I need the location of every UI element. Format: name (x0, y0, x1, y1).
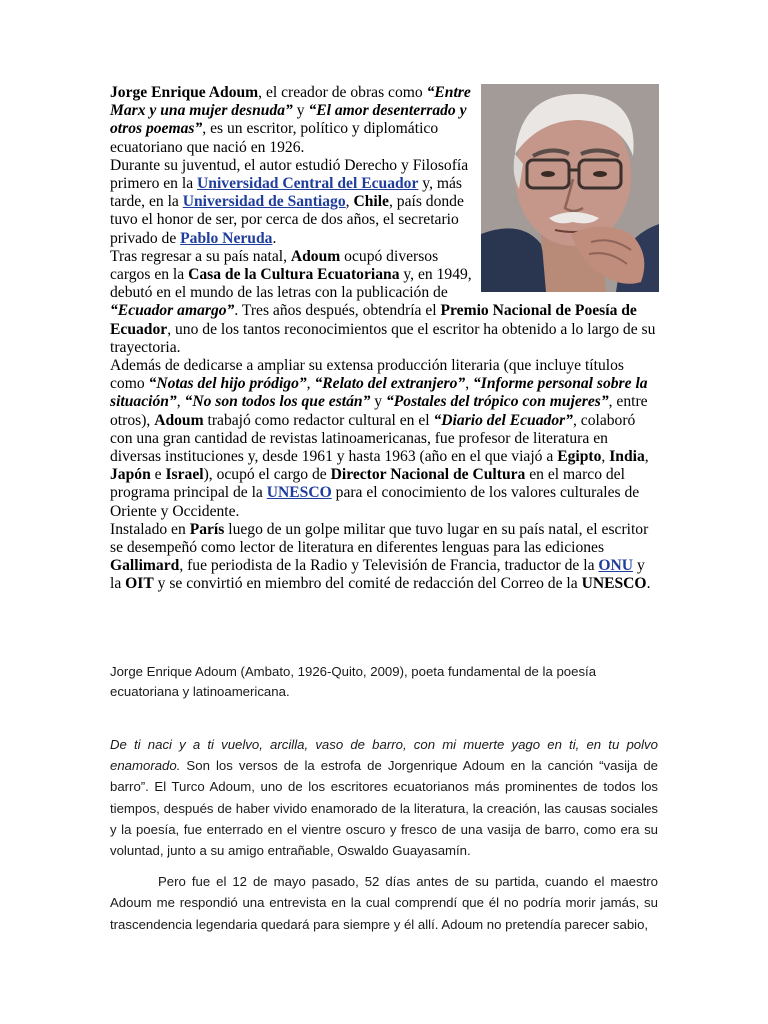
work-title: “Postales del trópico con mujeres” (385, 393, 609, 411)
essay-paragraph-1: De ti naci y a ti vuelvo, arcilla, vaso de barro, con mi muerte yago en ti, en tu polvo enamorado. Son los versos de la estrofa de Jorgenrique Adoum en la canción “vasija de barro”. El Turco Adoum, uno de los escritores ecuatorianos más prominentes de todos los tiempos, después de haber vivido enamorado de la literatura, la creación, las causas sociales y la poesía, fue enterrado en el vientre oscuro y fresco de una vasija de barro, como era su voluntad, junto a su amigo entrañable, Oswaldo Guayasamín. (110, 737, 658, 859)
bio-paragraph-1: Jorge Enrique Adoum, el creador de obras como “Entre Marx y una mujer desnuda” y “El amor desenterrado y otros poemas”, es un escritor, político y diplomático ecuatoriano que nació en 1926. (110, 84, 471, 156)
work-title: “Ecuador amargo” (110, 302, 235, 320)
verse-quote: De ti naci y a ti vuelvo, arcilla, vaso de barro, con mi muerte yago en ti, en tu polvo enamorado. (110, 737, 658, 774)
essay-paragraph-2: Pero fue el 12 de mayo pasado, 52 días antes de su partida, cuando el maestro Adoum me respondió una entrevista en la cual comprendí que él no podría morir jamás, su trascendencia legendaria quedará para siempre y él allí. Adoum no pretendía parecer sabio, (110, 874, 658, 932)
work-title: “Entre Marx y una mujer desnuda” (110, 84, 471, 120)
work-title: “Notas del hijo pródigo” (148, 375, 307, 393)
work-title: “Diario del Ecuador” (433, 411, 573, 429)
bio-paragraph-3: Tras regresar a su país natal, Adoum ocupó diversos cargos en la Casa de la Cultura Ecuatoriana y, en 1949, debutó en el mundo de las letras con la publicación de “Ecuador amargo”. Tres años después, obtendría el Premio Nacional de Poesía de Ecuador, uno de los tantos reconocimientos que el escritor ha obtenido a lo largo de su trayectoria. (110, 247, 656, 356)
essay-section (110, 734, 658, 935)
work-title: “El amor desenterrado y otros poemas” (110, 102, 467, 138)
author-portrait (481, 84, 659, 292)
work-title: “Informe personal sobre la situación” (110, 375, 648, 411)
link-universidad-central[interactable]: Universidad Central del Ecuador (197, 175, 419, 193)
bio-paragraph-5: Instalado en París luego de un golpe militar que tuvo lugar en su país natal, el escritor se desempeñó como lector de literatura en diferentes lenguas para las ediciones Gallimard, fue periodista de la Radio y Televisión de Francia, traductor de la ONU y la OIT y se convirtió en miembro del comité de redacción del Correo de la UNESCO. (110, 520, 651, 593)
biography-section (110, 84, 658, 594)
link-onu[interactable]: ONU (598, 557, 634, 575)
work-title: “Relato del extranjero” (314, 375, 466, 393)
link-universidad-santiago[interactable]: Universidad de Santiago (182, 193, 346, 211)
work-title: “No son todos los que están” (184, 393, 371, 411)
photo-caption: Jorge Enrique Adoum (Ambato, 1926-Quito, 2009), poeta fundamental de la poesía ecuatoriana y latinoamericana. (110, 664, 597, 699)
link-pablo-neruda[interactable]: Pablo Neruda (180, 229, 273, 247)
link-unesco[interactable]: UNESCO (266, 484, 332, 502)
portrait-photo (481, 84, 659, 292)
bio-paragraph-4: Además de dedicarse a ampliar su extensa producción literaria (que incluye títulos como “Notas del hijo pródigo”, “Relato del extranjero”, “Informe personal sobre la situación”, “No son todos los que están” y “Postales del trópico con mujeres”, entre otros), Adoum trabajó como redactor cultural en el “Diario del Ecuador”, colaboró con una gran cantidad de revistas latinoamericanas, fue profesor de literatura en diversas instituciones y, desde 1961 y hasta 1963 (año en el que viajó a Egipto, India, Japón e Israel), ocupó el cargo de Director Nacional de Cultura en el marco del programa principal de la UNESCO para el conocimiento de los valores culturales de Oriente y Occidente. (110, 357, 649, 520)
author-name: Jorge Enrique Adoum (110, 84, 259, 101)
bio-paragraph-2: Durante su juventud, el autor estudió Derecho y Filosofía primero en la Universidad Central del Ecuador y, más tarde, en la Universidad de Santiago, Chile, país donde tuvo el honor de ser, por cerca de dos años, el secretario privado de Pablo Neruda. (110, 156, 469, 247)
